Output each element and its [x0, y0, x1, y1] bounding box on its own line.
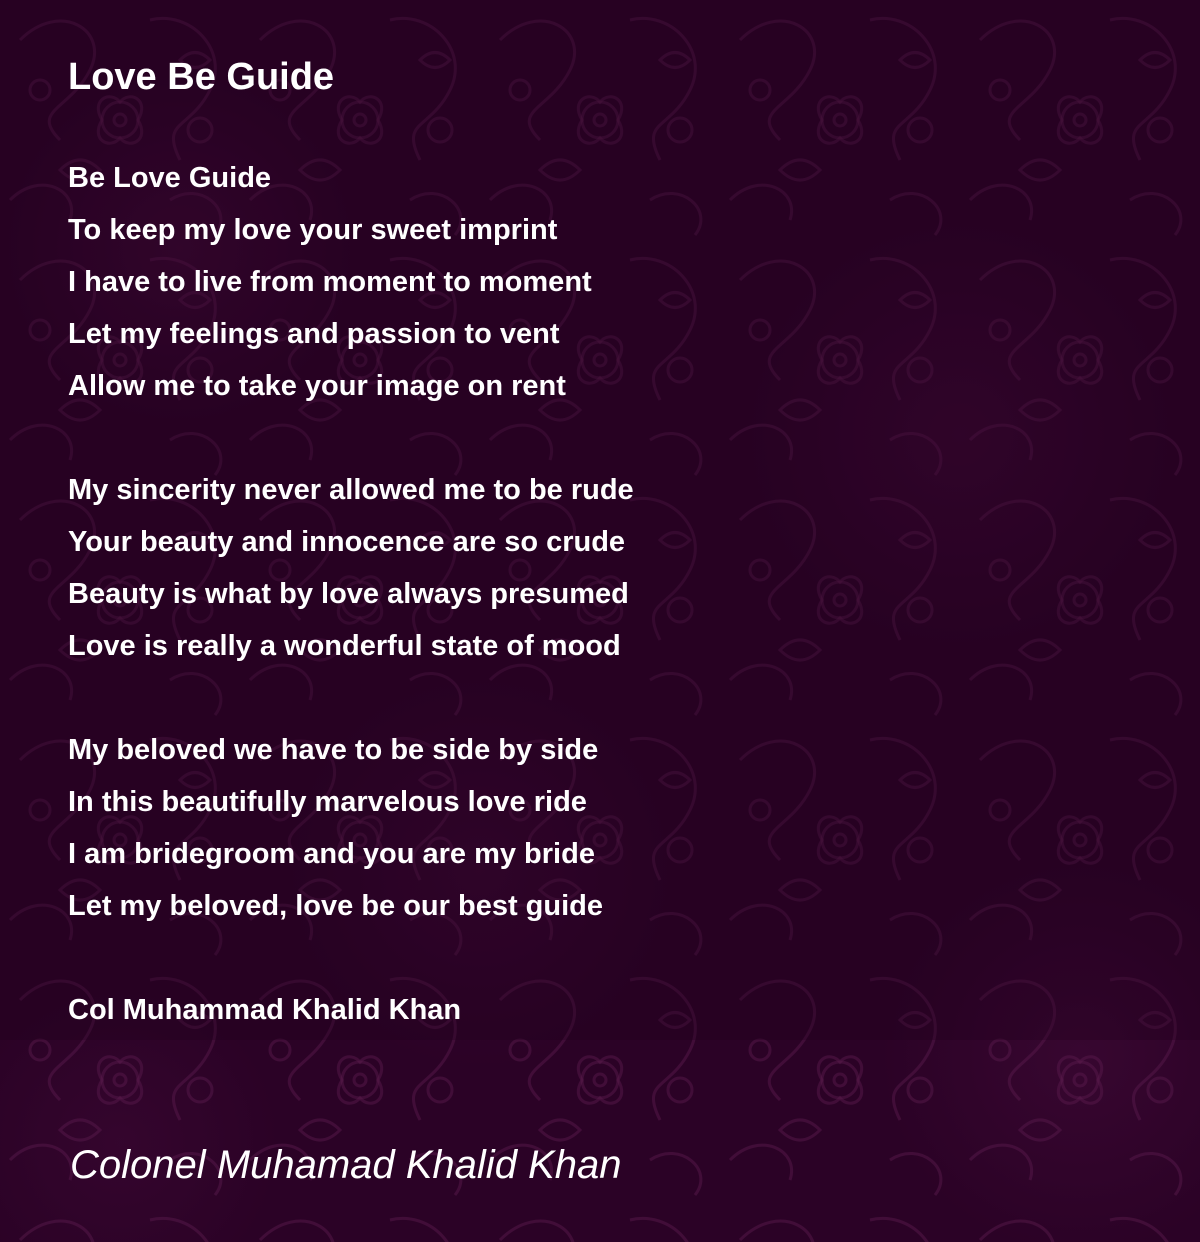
poem-line: Love is really a wonderful state of mood: [68, 630, 621, 662]
poem-line: Beauty is what by love always presumed: [68, 578, 629, 610]
poem-line: Your beauty and innocence are so crude: [68, 526, 626, 558]
poem-line: Let my feelings and passion to vent: [68, 318, 560, 350]
poem-line: In this beautifully marvelous love ride: [68, 786, 587, 818]
poem-line: My beloved we have to be side by side: [68, 734, 599, 766]
poem-line: My sincerity never allowed me to be rude: [68, 474, 634, 506]
poem-line: Let my beloved, love be our best guide: [68, 890, 603, 922]
footer-author-name: Colonel Muhamad Khalid Khan: [70, 1143, 622, 1187]
stanza-2: [68, 464, 1148, 672]
poem-title: Love Be Guide: [68, 56, 335, 98]
poem-line: I am bridegroom and you are my bride: [68, 838, 595, 870]
poem-line: I have to live from moment to moment: [68, 266, 592, 298]
poem-author: Col Muhammad Khalid Khan: [68, 994, 462, 1026]
stanza-1: [68, 152, 1148, 412]
poem-body: [68, 152, 1148, 1036]
poem-line: Be Love Guide: [68, 162, 272, 194]
stanza-3: [68, 724, 1148, 932]
poem-line: To keep my love your sweet imprint: [68, 214, 558, 246]
poem-line: Allow me to take your image on rent: [68, 370, 566, 402]
